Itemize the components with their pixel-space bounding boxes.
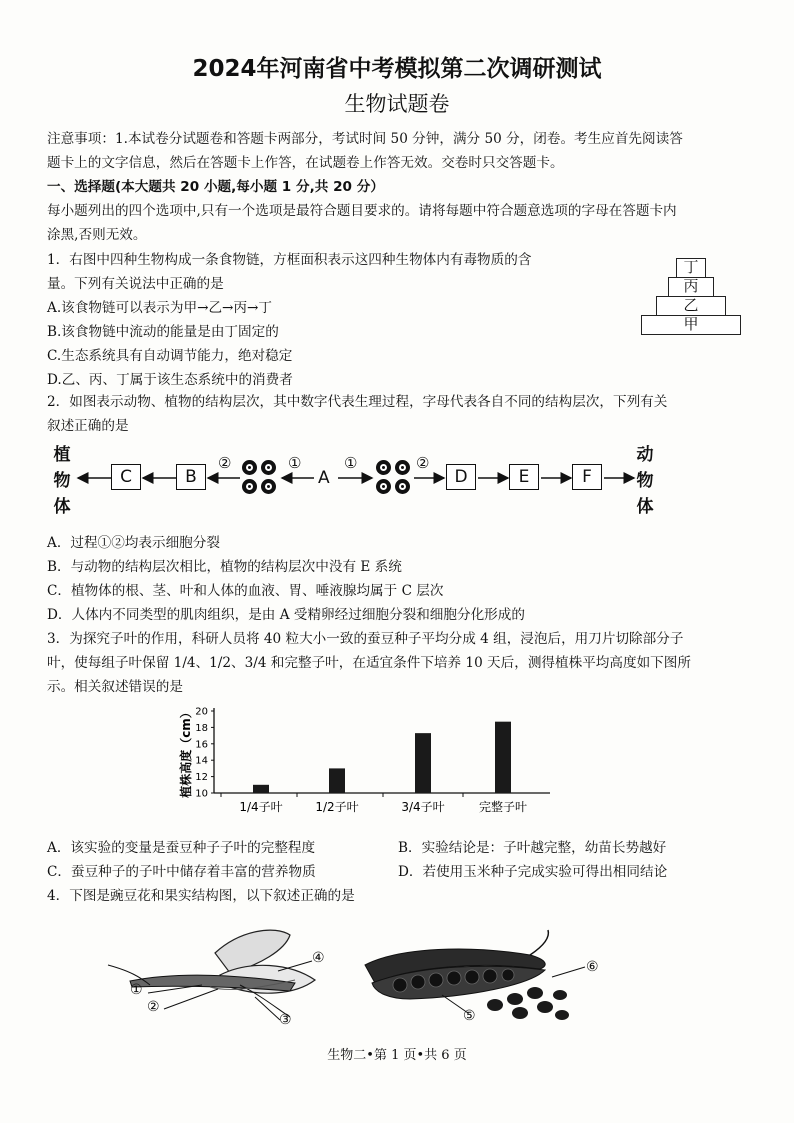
- plant-height-bar-chart: [160, 700, 560, 830]
- y-axis-label: 植株高度（cm）: [179, 706, 193, 798]
- label-5: ⑤: [463, 1008, 476, 1024]
- y-tick-label: 16: [195, 739, 208, 751]
- page-subtitle: 生物试题卷: [344, 92, 450, 116]
- q3-option-a: A．该实验的变量是蚕豆种子子叶的完整程度: [47, 840, 316, 856]
- y-tick-label: 18: [195, 722, 208, 734]
- q3-stem-3: 示。相关叙述错误的是: [47, 679, 183, 695]
- section-instruction-1: 每小题列出的四个选项中,只有一个选项是最符合题目要求的。请将每题中符合题意选项的字母在答题卡内: [47, 203, 677, 219]
- q3-option-d: D．若使用玉米种子完成实验可得出相同结论: [398, 864, 668, 880]
- q2-option-d: D．人体内不同类型的肌肉组织，是由 A 受精卵经过细胞分裂和细胞分化形成的: [47, 607, 525, 623]
- pyramid-level-yi: 乙: [656, 296, 726, 316]
- level-b-box: B: [176, 464, 206, 490]
- label-3: ③: [279, 1012, 292, 1028]
- level-d-box: D: [446, 464, 476, 490]
- q1-option-a: A.该食物链可以表示为甲→乙→丙→丁: [47, 300, 273, 316]
- process-1-right: ①: [344, 454, 358, 472]
- level-f-box: F: [572, 464, 602, 490]
- pyramid-level-jia: 甲: [641, 315, 741, 335]
- q3-option-b: B．实验结论是：子叶越完整，幼苗长势越好: [398, 840, 667, 856]
- level-a-label: A: [318, 468, 330, 488]
- q4-stem: 4．下图是豌豆花和果实结构图，以下叙述正确的是: [47, 888, 355, 904]
- q2-option-c: C．植物体的根、茎、叶和人体的血液、胃、唾液腺均属于 C 层次: [47, 583, 444, 599]
- q2-stem-2: 叙述正确的是: [47, 418, 129, 434]
- notice-line-1: 注意事项：1.本试卷分试题卷和答题卡两部分，考试时间 50 分钟，满分 50 分，闭卷。考生应首先阅读答: [47, 131, 683, 147]
- notice-line-2: 题卡上的文字信息，然后在答题卡上作答，在试题卷上作答无效。交卷时只交答题卡。: [47, 155, 564, 171]
- label-6: ⑥: [586, 959, 599, 975]
- q3-stem-1: 3．为探究子叶的作用，科研人员将 40 粒大小一致的蚕豆种子平均分成 4 组，浸泡后，用刀片切除部分子: [47, 631, 684, 647]
- bar-1: [253, 785, 269, 793]
- q1-option-c: C.生态系统具有自动调节能力，绝对稳定: [47, 348, 293, 364]
- label-2: ②: [147, 999, 160, 1015]
- bar-2: [329, 768, 345, 793]
- pea-flower-fruit-figure: [90, 925, 630, 1035]
- pea-flower-illustration: [108, 930, 315, 1017]
- cells-icon-left: [242, 460, 280, 498]
- q2-stem-1: 2．如图表示动物、植物的结构层次，其中数字代表生理过程，字母代表各自不同的结构层次，下列有关: [47, 394, 668, 410]
- label-1: ①: [130, 982, 143, 998]
- x-category-label: 1/4子叶: [239, 800, 283, 814]
- process-2-right: ②: [416, 454, 430, 472]
- bar-4: [495, 722, 511, 793]
- x-category-label: 3/4子叶: [401, 800, 445, 814]
- level-c-box: C: [111, 464, 141, 490]
- page-title: 2024年河南省中考模拟第二次调研测试: [192, 56, 602, 82]
- process-1-left: ①: [288, 454, 302, 472]
- y-tick-label: 10: [195, 788, 208, 800]
- q2-option-a: A．过程①②均表示细胞分裂: [47, 535, 220, 551]
- q1-option-b: B.该食物链中流动的能量是由丁固定的: [47, 324, 279, 340]
- x-category-label: 完整子叶: [478, 800, 528, 814]
- y-tick-label: 20: [195, 706, 208, 718]
- y-tick-label: 12: [195, 772, 208, 784]
- page-footer: 生物二•第 1 页•共 6 页: [327, 1048, 467, 1063]
- process-2-left: ②: [218, 454, 232, 472]
- q1-option-d: D.乙、丙、丁属于该生态系统中的消费者: [47, 372, 293, 388]
- pyramid-level-ding: 丁: [676, 258, 706, 278]
- label-4: ④: [312, 950, 325, 966]
- x-category-label: 1/2子叶: [315, 800, 359, 814]
- q3-option-c: C．蚕豆种子的子叶中储存着丰富的营养物质: [47, 864, 316, 880]
- animal-label: 动 物 体: [636, 445, 654, 517]
- q3-stem-2: 叶，使每组子叶保留 1/4、1/2、3/4 和完整子叶，在适宜条件下培养 10 天后，测得植株平均高度如下图所: [47, 655, 691, 671]
- y-tick-label: 14: [195, 755, 208, 767]
- cells-icon-right: [376, 460, 414, 498]
- section-instruction-2: 涂黑,否则无效。: [47, 227, 147, 243]
- q2-option-b: B．与动物的结构层次相比，植物的结构层次中没有 E 系统: [47, 559, 402, 575]
- pea-pod-illustration: [365, 930, 569, 1020]
- q1-stem-2: 量。下列有关说法中正确的是: [47, 276, 224, 292]
- pyramid-level-bing: 丙: [668, 277, 714, 297]
- q2-structure-diagram: [0, 440, 794, 520]
- section-heading: 一、选择题(本大题共 20 小题,每小题 1 分,共 20 分）: [47, 179, 384, 195]
- level-e-box: E: [509, 464, 539, 490]
- bar-3: [415, 733, 431, 793]
- q1-stem-1: 1．右图中四种生物构成一条食物链，方框面积表示这四种生物体内有毒物质的含: [47, 252, 532, 268]
- plant-label: 植 物 体: [53, 445, 71, 517]
